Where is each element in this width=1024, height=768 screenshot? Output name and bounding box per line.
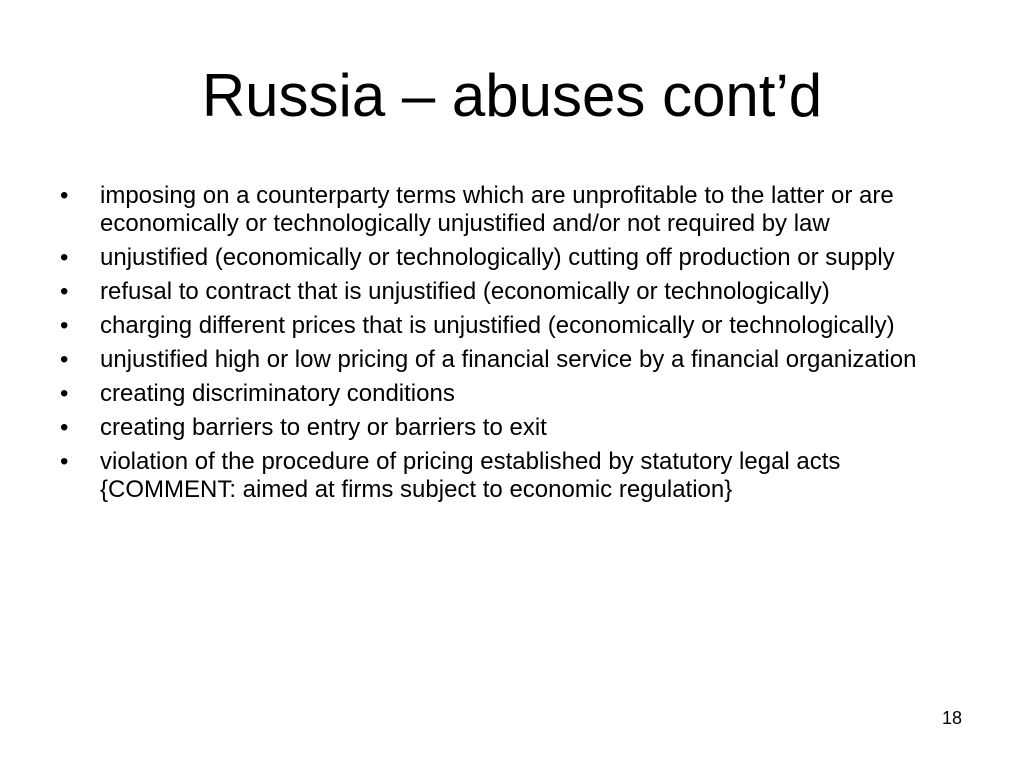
bullet-marker: •: [60, 182, 69, 209]
bullet-text: unjustified high or low pricing of a financial service by a financial organization: [100, 346, 917, 373]
bullet-marker: •: [60, 312, 69, 339]
bullet-list: [60, 182, 975, 510]
bullet-marker: •: [60, 278, 69, 305]
bullet-item: [60, 448, 975, 504]
bullet-marker: •: [60, 380, 69, 407]
bullet-item: [60, 182, 975, 238]
bullet-text: creating discriminatory conditions: [100, 380, 455, 407]
bullet-marker: •: [60, 414, 69, 441]
bullet-marker: •: [60, 346, 69, 373]
bullet-item: [60, 380, 975, 408]
bullet-item: [60, 312, 975, 340]
bullet-text: creating barriers to entry or barriers to exit: [100, 414, 547, 441]
bullet-text: refusal to contract that is unjustified (economically or technologically): [100, 278, 830, 305]
page-number: 18: [941, 708, 962, 728]
slide-title: Russia – abuses cont’d: [201, 62, 823, 129]
bullet-marker: •: [60, 448, 69, 475]
bullet-item: [60, 244, 975, 272]
bullet-item: [60, 278, 975, 306]
bullet-item: [60, 414, 975, 442]
bullet-text: violation of the procedure of pricing established by statutory legal acts {COMMENT: aimed at firms subject to economic regulation}: [100, 448, 841, 503]
bullet-text: imposing on a counterparty terms which are unprofitable to the latter or are economically or technologically unjustified and/or not required by law: [100, 182, 894, 237]
bullet-text: unjustified (economically or technologically) cutting off production or supply: [100, 244, 895, 271]
bullet-text: charging different prices that is unjustified (economically or technologically): [100, 312, 895, 339]
bullet-marker: •: [60, 244, 69, 271]
bullet-item: [60, 346, 975, 374]
